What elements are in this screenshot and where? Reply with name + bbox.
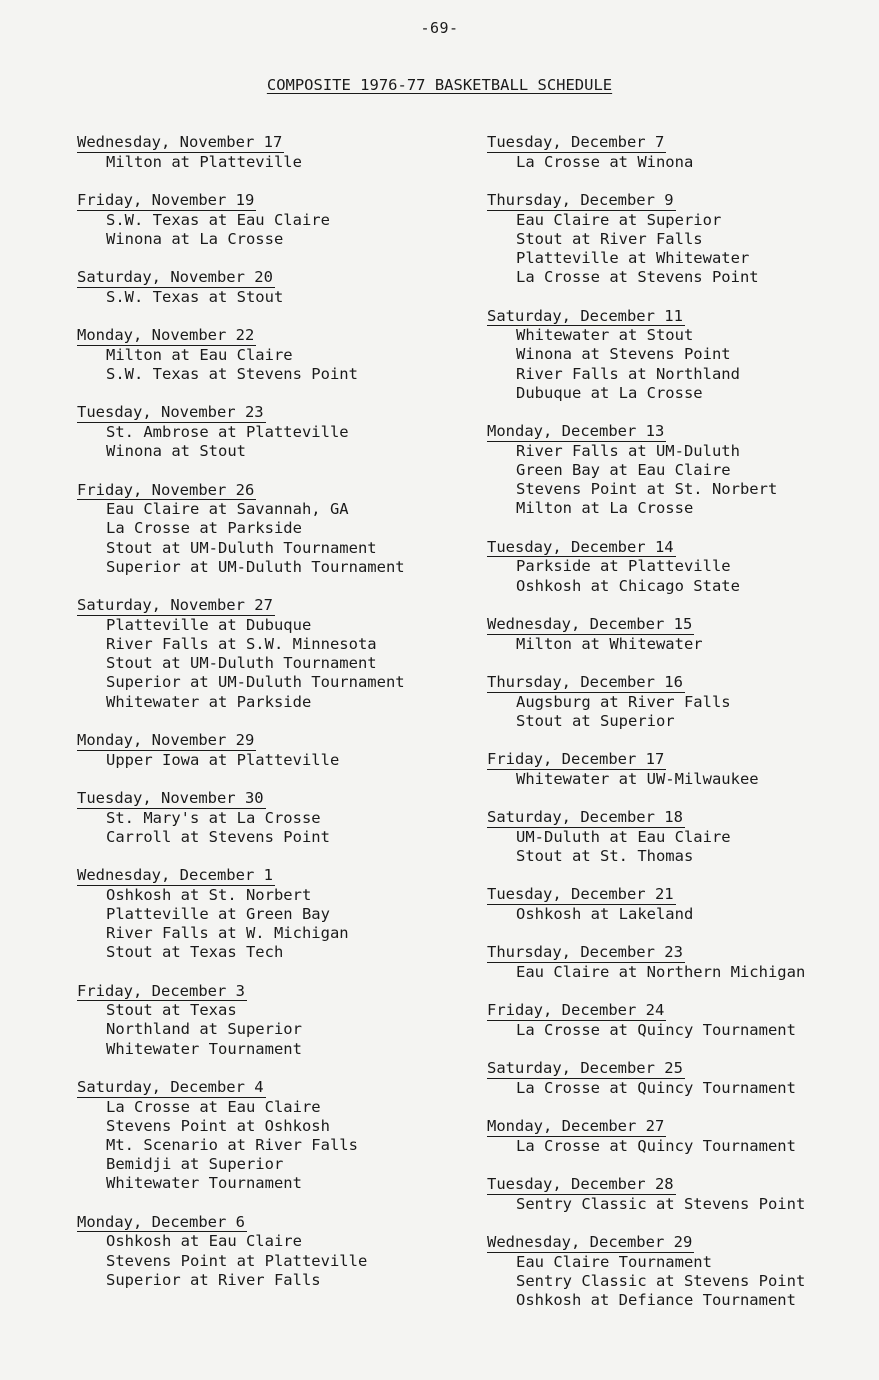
game-entry: Stevens Point at Platteville: [106, 1251, 368, 1270]
schedule-day-group: [77, 731, 472, 770]
day-header: Thursday, December 9: [487, 190, 674, 209]
schedule-day-group: [487, 615, 857, 654]
game-entry: Winona at Stevens Point: [516, 345, 731, 364]
game-entry: River Falls at S.W. Minnesota: [106, 634, 377, 653]
game-entry: Stout at Texas Tech: [106, 943, 284, 962]
game-entry: Milton at La Crosse: [516, 499, 694, 518]
game-entry: River Falls at W. Michigan: [106, 924, 349, 943]
schedule-day-group: [77, 596, 472, 712]
schedule-day-group: [487, 133, 857, 172]
game-entry: Whitewater Tournament: [106, 1039, 302, 1058]
schedule-day-group: [487, 422, 857, 518]
day-header: Saturday, December 4: [77, 1078, 264, 1097]
game-entry: S.W. Texas at Stout: [106, 287, 284, 306]
game-entry: Eau Claire at Superior: [516, 210, 722, 229]
schedule-day-group: [77, 326, 472, 384]
day-header: Wednesday, December 15: [487, 614, 693, 633]
game-entry: Milton at Whitewater: [516, 634, 703, 653]
game-entry: Oshkosh at Lakeland: [516, 904, 694, 923]
day-header: Saturday, November 20: [77, 268, 273, 287]
schedule-day-group: [487, 538, 857, 596]
game-entry: Stevens Point at Oshkosh: [106, 1116, 330, 1135]
schedule-day-group: [77, 789, 472, 847]
game-entry: Whitewater at Stout: [516, 326, 694, 345]
game-entry: Superior at River Falls: [106, 1270, 321, 1289]
day-header: Thursday, December 23: [487, 943, 683, 962]
game-entry: Superior at UM-Duluth Tournament: [106, 673, 405, 692]
schedule-day-group: [487, 1233, 857, 1310]
game-entry: Winona at Stout: [106, 442, 246, 461]
game-entry: Eau Claire Tournament: [516, 1252, 712, 1271]
schedule-day-group: [77, 403, 472, 461]
game-entry: Stevens Point at St. Norbert: [516, 480, 778, 499]
day-header: Monday, November 29: [77, 730, 255, 749]
schedule-day-group: [77, 268, 472, 307]
schedule-day-group: [487, 750, 857, 789]
day-header: Saturday, November 27: [77, 596, 273, 615]
game-entry: La Crosse at Quincy Tournament: [516, 1136, 796, 1155]
game-entry: Eau Claire at Northern Michigan: [516, 962, 806, 981]
game-entry: Oshkosh at Chicago State: [516, 576, 740, 595]
day-header: Friday, December 24: [487, 1001, 665, 1020]
day-header: Wednesday, December 1: [77, 866, 273, 885]
game-entry: St. Mary's at La Crosse: [106, 808, 321, 827]
day-header: Tuesday, November 30: [77, 788, 264, 807]
day-header: Tuesday, December 21: [487, 885, 674, 904]
game-entry: La Crosse at Parkside: [106, 519, 302, 538]
day-header: Wednesday, December 29: [487, 1233, 693, 1252]
schedule-day-group: [487, 673, 857, 731]
schedule-day-group: [487, 885, 857, 924]
page-title: COMPOSITE 1976-77 BASKETBALL SCHEDULE: [266, 76, 613, 94]
schedule-day-group: [487, 1059, 857, 1098]
game-entry: Mt. Scenario at River Falls: [106, 1136, 358, 1155]
schedule-day-group: [487, 307, 857, 403]
schedule-day-group: [77, 191, 472, 249]
day-header: Friday, November 26: [77, 480, 255, 499]
game-entry: La Crosse at Quincy Tournament: [516, 1078, 796, 1097]
game-entry: Whitewater at UW-Milwaukee: [516, 769, 759, 788]
day-header: Tuesday, December 28: [487, 1175, 674, 1194]
day-header: Tuesday, December 7: [487, 133, 665, 151]
day-header: Tuesday, December 14: [487, 537, 674, 556]
game-entry: Augsburg at River Falls: [516, 692, 731, 711]
game-entry: Milton at Eau Claire: [106, 345, 293, 364]
day-header: Saturday, December 25: [487, 1059, 683, 1078]
game-entry: La Crosse at Stevens Point: [516, 268, 759, 287]
game-entry: Stout at Texas: [106, 1001, 237, 1020]
game-entry: River Falls at Northland: [516, 364, 740, 383]
game-entry: Parkside at Platteville: [516, 557, 731, 576]
day-header: Thursday, December 16: [487, 672, 683, 691]
game-entry: River Falls at UM-Duluth: [516, 441, 740, 460]
game-entry: Platteville at Dubuque: [106, 615, 312, 634]
schedule-day-group: [487, 1175, 857, 1214]
game-entry: UM-Duluth at Eau Claire: [516, 827, 731, 846]
day-header: Friday, November 19: [77, 190, 255, 209]
game-entry: Sentry Classic at Stevens Point: [516, 1194, 806, 1213]
game-entry: S.W. Texas at Stevens Point: [106, 364, 358, 383]
game-entry: Bemidji at Superior: [106, 1155, 284, 1174]
game-entry: Stout at UM-Duluth Tournament: [106, 538, 377, 557]
schedule-day-group: [77, 481, 472, 577]
game-entry: Eau Claire at Savannah, GA: [106, 500, 349, 519]
game-entry: Northland at Superior: [106, 1020, 302, 1039]
schedule-left-column: [77, 133, 472, 1309]
schedule-day-group: [487, 808, 857, 866]
game-entry: Stout at Superior: [516, 711, 675, 730]
game-entry: Winona at La Crosse: [106, 229, 284, 248]
game-entry: Dubuque at La Crosse: [516, 383, 703, 402]
schedule-day-group: [487, 191, 857, 287]
day-header: Friday, December 17: [487, 750, 665, 769]
schedule-day-group: [77, 982, 472, 1059]
schedule-day-group: [77, 133, 472, 172]
schedule-day-group: [487, 1117, 857, 1156]
day-header: Wednesday, November 17: [77, 133, 283, 151]
game-entry: S.W. Texas at Eau Claire: [106, 210, 330, 229]
schedule-day-group: [77, 1213, 472, 1290]
schedule-right-column: [487, 133, 857, 1330]
day-header: Saturday, December 11: [487, 306, 683, 325]
game-entry: Platteville at Whitewater: [516, 248, 750, 267]
game-entry: Milton at Platteville: [106, 152, 302, 171]
schedule-day-group: [487, 1001, 857, 1040]
game-entry: Stout at River Falls: [516, 229, 703, 248]
day-header: Monday, December 13: [487, 422, 665, 441]
game-entry: Whitewater at Parkside: [106, 692, 312, 711]
day-header: Tuesday, November 23: [77, 403, 264, 422]
game-entry: La Crosse at Winona: [516, 152, 694, 171]
day-header: Monday, December 6: [77, 1212, 245, 1231]
game-entry: Oshkosh at St. Norbert: [106, 885, 312, 904]
day-header: Saturday, December 18: [487, 808, 683, 827]
game-entry: Platteville at Green Bay: [106, 904, 330, 923]
game-entry: Stout at UM-Duluth Tournament: [106, 654, 377, 673]
game-entry: Stout at St. Thomas: [516, 846, 694, 865]
game-entry: Upper Iowa at Platteville: [106, 750, 340, 769]
schedule-day-group: [77, 866, 472, 962]
day-header: Monday, December 27: [487, 1117, 665, 1136]
schedule-day-group: [487, 943, 857, 982]
game-entry: Superior at UM-Duluth Tournament: [106, 557, 405, 576]
game-entry: Oshkosh at Defiance Tournament: [516, 1291, 796, 1310]
game-entry: La Crosse at Eau Claire: [106, 1097, 321, 1116]
game-entry: Carroll at Stevens Point: [106, 827, 330, 846]
game-entry: Oshkosh at Eau Claire: [106, 1232, 302, 1251]
page-number: -69-: [420, 19, 459, 37]
schedule-day-group: [77, 1078, 472, 1194]
day-header: Friday, December 3: [77, 981, 245, 1000]
game-entry: Green Bay at Eau Claire: [516, 460, 731, 479]
game-entry: Sentry Classic at Stevens Point: [516, 1272, 806, 1290]
game-entry: La Crosse at Quincy Tournament: [516, 1020, 796, 1039]
game-entry: St. Ambrose at Platteville: [106, 422, 349, 441]
game-entry: Whitewater Tournament: [106, 1174, 302, 1193]
day-header: Monday, November 22: [77, 326, 255, 345]
